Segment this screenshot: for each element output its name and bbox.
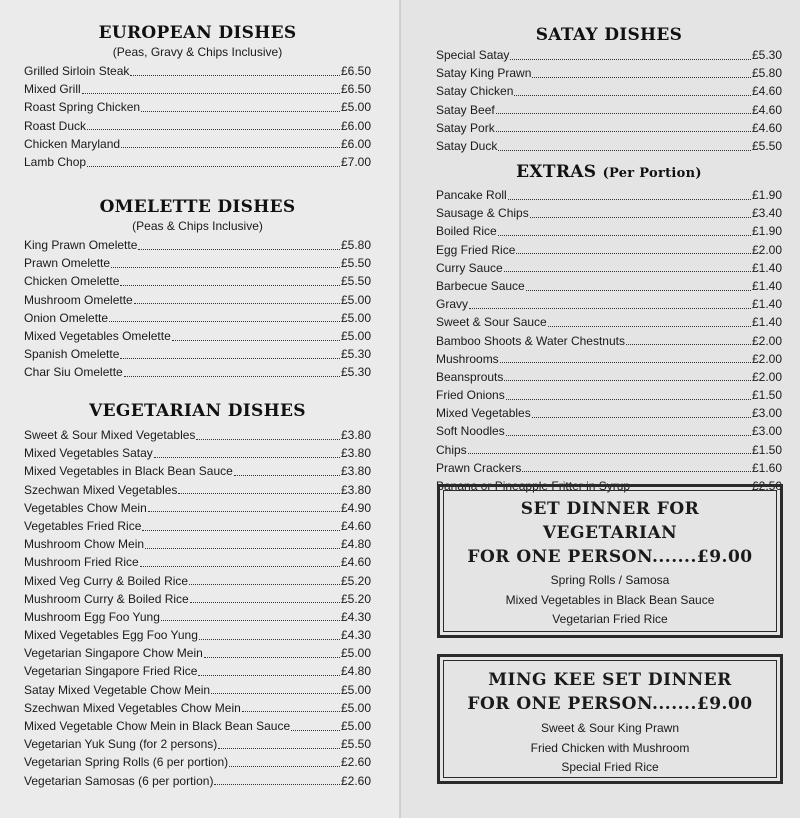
menu-item-price: £4.90 <box>340 500 371 515</box>
menu-item-row <box>436 332 782 350</box>
menu-item-name: Bamboo Shoots & Water Chestnuts <box>436 333 625 348</box>
set-course-line: Special Fried Rice <box>561 760 659 774</box>
menu-item-name: Curry Sauce <box>436 260 503 275</box>
dot-leader <box>500 362 751 363</box>
dot-leader <box>516 253 751 254</box>
menu-item-row <box>24 236 371 254</box>
menu-item-row <box>436 350 782 368</box>
menu-item-price: £4.60 <box>751 102 782 117</box>
menu-item-name: Fried Onions <box>436 388 505 403</box>
menu-item-name: Soft Noodles <box>436 424 505 439</box>
menu-item-price: £5.30 <box>340 365 371 380</box>
vegetarian-dishes-section <box>24 400 371 790</box>
dot-leader <box>522 471 751 472</box>
menu-item-price: £3.00 <box>751 424 782 439</box>
dot-leader <box>548 326 751 327</box>
menu-item-name: Mixed Vegetables Egg Foo Yung <box>24 628 198 643</box>
menu-list <box>436 46 782 155</box>
dot-leader <box>204 657 340 658</box>
set-course-line: Fried Chicken with Mushroom <box>530 740 690 755</box>
dot-leader <box>498 150 751 151</box>
menu-item-price: £6.00 <box>340 136 371 151</box>
menu-item-price: £4.30 <box>340 609 371 624</box>
ming-kee-set-dinner-box <box>437 654 783 784</box>
dot-leader <box>120 285 340 286</box>
dot-leader <box>109 321 340 322</box>
dot-leader <box>87 166 340 167</box>
dot-leader <box>532 417 751 418</box>
menu-item-price: £1.60 <box>751 460 782 475</box>
menu-item-price: £5.00 <box>340 328 371 343</box>
menu-list <box>436 186 782 495</box>
menu-item-row <box>436 82 782 100</box>
menu-item-row <box>24 626 371 644</box>
dot-leader <box>196 439 340 440</box>
dot-leader <box>199 639 340 640</box>
menu-item-name: Mushroom Chow Mein <box>24 537 145 552</box>
european-dishes-section <box>24 22 371 171</box>
menu-item-row <box>24 345 371 363</box>
menu-item-row <box>24 272 371 290</box>
menu-item-row <box>436 459 782 477</box>
menu-item-row <box>436 101 782 119</box>
menu-item-price: £4.60 <box>340 555 371 570</box>
extras-section <box>436 161 782 495</box>
section-heading: VEGETARIAN DISHES <box>89 401 306 421</box>
menu-item-price: £2.00 <box>751 242 782 257</box>
menu-item-row <box>24 590 371 608</box>
menu-item-name: Mixed Vegetables Satay <box>24 446 153 461</box>
menu-item-price: £1.40 <box>751 278 782 293</box>
menu-item-name: Chicken Maryland <box>24 136 121 151</box>
set-dinner-vegetarian-box <box>437 484 783 638</box>
dot-leader <box>124 376 340 377</box>
menu-item-row <box>436 64 782 82</box>
dot-leader <box>229 766 340 767</box>
menu-item-row <box>24 117 371 135</box>
menu-item-row <box>436 368 782 386</box>
page-fold <box>399 0 401 818</box>
menu-item-name: Mushroom Omelette <box>24 292 133 307</box>
dot-leader <box>198 675 340 676</box>
dot-leader <box>138 249 340 250</box>
dot-leader <box>506 435 751 436</box>
menu-item-price: £2.60 <box>340 755 371 770</box>
set-course-line: Spring Rolls / Samosa <box>550 573 670 587</box>
dot-leader <box>504 271 751 272</box>
menu-item-price: £3.80 <box>340 446 371 461</box>
section-heading: EUROPEAN DISHES <box>98 23 297 43</box>
menu-item-price: £6.50 <box>340 82 371 97</box>
dot-leader <box>189 584 340 585</box>
menu-item-name: Special Satay <box>436 48 510 62</box>
menu-item-row <box>24 291 371 309</box>
menu-item-name: Vegetarian Yuk Sung (for 2 persons) <box>24 737 218 752</box>
dot-leader <box>214 784 340 785</box>
menu-item-row <box>24 444 371 462</box>
menu-item-name: Spanish Omelette <box>24 347 120 362</box>
dot-leader <box>148 511 340 512</box>
dot-leader <box>530 217 751 218</box>
menu-item-price: £1.40 <box>751 297 782 312</box>
menu-item-name: Sweet & Sour Sauce <box>436 315 547 330</box>
menu-item-row <box>436 422 782 440</box>
dot-leader <box>134 303 340 304</box>
menu-item-name: Vegetarian Spring Rolls (6 per portion) <box>24 755 229 770</box>
menu-item-name: Vegetarian Singapore Chow Mein <box>24 646 203 661</box>
menu-item-name: Vegetarian Singapore Fried Rice <box>24 664 198 679</box>
menu-item-name: Grilled Sirloin Steak <box>24 64 130 78</box>
menu-item-name: Mixed Grill <box>24 82 81 97</box>
menu-item-price: £3.80 <box>340 428 371 442</box>
menu-item-row <box>436 119 782 137</box>
menu-item-name: Gravy <box>436 297 469 312</box>
menu-item-row <box>24 327 371 345</box>
menu-item-row <box>436 441 782 459</box>
menu-item-price: £1.90 <box>751 224 782 239</box>
dot-leader <box>140 566 340 567</box>
menu-item-price: £6.00 <box>340 118 371 133</box>
menu-item-row <box>24 309 371 327</box>
dot-leader <box>111 267 340 268</box>
menu-item-row <box>436 295 782 313</box>
section-subtitle: (Peas & Chips Inclusive) <box>132 219 263 233</box>
dot-leader <box>211 693 340 694</box>
menu-item-name: Banana or Pineapple Fritter in Syrup <box>436 479 631 493</box>
menu-item-row <box>24 517 371 535</box>
dot-leader <box>161 620 340 621</box>
menu-item-row <box>24 462 371 480</box>
menu-item-name: Boiled Rice <box>436 224 497 239</box>
menu-item-price: £2.50 <box>751 479 782 493</box>
dot-leader <box>141 111 340 112</box>
menu-item-row <box>436 137 782 155</box>
menu-item-name: Prawn Crackers <box>436 460 522 475</box>
menu-item-row <box>24 681 371 699</box>
omelette-dishes-section <box>24 196 371 382</box>
dot-leader <box>154 457 340 458</box>
menu-item-row <box>24 98 371 116</box>
dot-leader <box>506 399 751 400</box>
set-course-line: Sweet & Sour King Prawn <box>540 721 680 735</box>
menu-item-price: £1.90 <box>751 188 782 202</box>
menu-item-row <box>24 553 371 571</box>
menu-item-price: £4.80 <box>340 537 371 552</box>
menu-item-price: £2.00 <box>751 333 782 348</box>
menu-item-price: £7.00 <box>340 154 371 169</box>
menu-item-name: Barbecue Sauce <box>436 278 525 293</box>
menu-item-row <box>24 699 371 717</box>
menu-item-price: £5.30 <box>340 347 371 362</box>
menu-item-name: Mixed Veg Curry & Boiled Rice <box>24 573 189 588</box>
menu-item-row <box>436 259 782 277</box>
menu-item-row <box>24 535 371 553</box>
menu-item-name: Vegetables Fried Rice <box>24 518 142 533</box>
menu-item-name: Mushroom Fried Rice <box>24 555 139 570</box>
menu-item-name: Roast Duck <box>24 118 87 133</box>
menu-item-row <box>24 499 371 517</box>
menu-item-row <box>24 481 371 499</box>
set-title-line: FOR ONE PERSON.......£9.00 <box>467 547 753 567</box>
dot-leader <box>626 344 751 345</box>
dot-leader <box>242 711 340 712</box>
menu-item-price: £4.60 <box>751 84 782 99</box>
menu-item-row <box>24 608 371 626</box>
menu-item-row <box>24 426 371 444</box>
dot-leader <box>504 380 751 381</box>
menu-item-price: £4.60 <box>751 120 782 135</box>
dot-leader <box>468 453 751 454</box>
dot-leader <box>514 95 751 96</box>
menu-item-price: £5.00 <box>340 292 371 307</box>
menu-item-price: £4.30 <box>340 628 371 643</box>
menu-item-row <box>436 241 782 259</box>
menu-item-name: Sausage & Chips <box>436 206 529 221</box>
menu-item-name: Satay Mixed Vegetable Chow Mein <box>24 682 211 697</box>
extras-title: EXTRAS <box>516 162 597 182</box>
menu-item-price: £5.50 <box>340 274 371 289</box>
menu-item-row <box>24 80 371 98</box>
menu-item-name: Satay Duck <box>436 138 498 153</box>
menu-item-row <box>24 753 371 771</box>
menu-item-name: Vegetarian Samosas (6 per portion) <box>24 773 214 788</box>
menu-item-price: £5.00 <box>340 719 371 733</box>
menu-item-row <box>436 277 782 295</box>
menu-item-price: £5.00 <box>340 100 371 115</box>
dot-leader <box>142 530 340 531</box>
menu-item-price: £5.20 <box>340 591 371 606</box>
menu-item-row <box>436 186 782 204</box>
menu-item-name: Mixed Vegetables in Black Bean Sauce <box>24 464 233 479</box>
set-title-line: VEGETARIAN <box>542 523 678 543</box>
menu-item-row <box>24 717 371 735</box>
dot-leader <box>508 199 751 200</box>
section-heading: SATAY DISHES <box>535 25 683 45</box>
menu-item-row <box>436 404 782 422</box>
menu-item-row <box>436 386 782 404</box>
dot-leader <box>532 77 751 78</box>
set-course-line: Mixed Vegetables in Black Bean Sauce <box>505 592 715 607</box>
dot-leader <box>526 290 751 291</box>
menu-item-price: £1.50 <box>751 388 782 403</box>
menu-item-name: Szechwan Mixed Vegetables Chow Mein <box>24 700 241 715</box>
dot-leader <box>145 548 340 549</box>
dot-leader <box>291 730 340 731</box>
menu-item-name: Prawn Omelette <box>24 256 111 271</box>
extras-title-note: (Per Portion) <box>602 166 702 181</box>
menu-item-row <box>436 222 782 240</box>
dot-leader <box>82 93 340 94</box>
menu-item-row <box>436 46 782 64</box>
menu-item-name: Mixed Vegetables <box>436 406 531 421</box>
menu-item-name: Satay Beef <box>436 102 495 117</box>
section-subtitle: (Peas, Gravy & Chips Inclusive) <box>112 45 283 59</box>
menu-item-price: £5.80 <box>340 238 371 252</box>
menu-item-row <box>24 62 371 80</box>
set-title-line: MING KEE SET DINNER <box>488 670 732 690</box>
menu-list <box>24 426 371 790</box>
dot-leader <box>178 493 340 494</box>
menu-item-price: £3.00 <box>751 406 782 421</box>
menu-item-row <box>24 135 371 153</box>
menu-item-price: £2.00 <box>751 351 782 366</box>
menu-list <box>24 236 371 382</box>
dot-leader <box>496 113 751 114</box>
menu-item-price: £5.50 <box>340 737 371 752</box>
menu-item-row <box>436 204 782 222</box>
menu-item-name: Satay Chicken <box>436 84 514 99</box>
menu-item-name: Satay King Prawn <box>436 66 532 81</box>
menu-item-name: Satay Pork <box>436 120 495 135</box>
menu-item-name: Mushroom Egg Foo Yung <box>24 609 160 624</box>
set-title-line: FOR ONE PERSON.......£9.00 <box>467 694 753 714</box>
menu-item-name: Mushroom Curry & Boiled Rice <box>24 591 189 606</box>
menu-item-price: £3.40 <box>751 206 782 221</box>
dot-leader <box>510 59 751 60</box>
menu-item-name: Beansprouts <box>436 369 504 384</box>
menu-item-name: Chicken Omelette <box>24 274 120 289</box>
menu-item-name: Mixed Vegetable Chow Mein in Black Bean Sauce <box>24 719 291 733</box>
menu-item-price: £3.80 <box>340 482 371 497</box>
dot-leader <box>234 475 340 476</box>
menu-item-row <box>24 662 371 680</box>
menu-item-name: Szechwan Mixed Vegetables <box>24 482 178 497</box>
menu-item-price: £3.80 <box>340 464 371 479</box>
menu-list <box>24 62 371 171</box>
menu-item-name: Char Siu Omelette <box>24 365 123 380</box>
set-title-line: SET DINNER FOR <box>520 499 700 519</box>
dot-leader <box>172 340 340 341</box>
dot-leader <box>120 358 340 359</box>
menu-item-row <box>24 254 371 272</box>
menu-item-name: Mixed Vegetables Omelette <box>24 328 171 343</box>
menu-item-row <box>24 363 371 381</box>
dot-leader <box>469 308 751 309</box>
menu-item-row <box>24 572 371 590</box>
menu-item-name: Roast Spring Chicken <box>24 100 141 115</box>
set-course-line: Vegetarian Fried Rice <box>552 612 668 626</box>
menu-item-name: Onion Omelette <box>24 310 109 325</box>
menu-item-row <box>24 735 371 753</box>
menu-item-name: Pancake Roll <box>436 188 507 202</box>
menu-item-price: £4.60 <box>340 518 371 533</box>
menu-item-price: £1.40 <box>751 315 782 330</box>
menu-item-row <box>24 772 371 790</box>
menu-item-row <box>436 313 782 331</box>
dot-leader <box>218 748 340 749</box>
menu-item-price: £5.50 <box>751 138 782 153</box>
menu-item-name: Mushrooms <box>436 351 499 366</box>
menu-item-name: Vegetables Chow Mein <box>24 500 147 515</box>
menu-item-price: £2.60 <box>340 773 371 788</box>
menu-item-name: Lamb Chop <box>24 154 87 169</box>
satay-dishes-section <box>436 24 782 155</box>
menu-item-price: £5.00 <box>340 700 371 715</box>
box-inner-border <box>443 490 777 632</box>
section-heading <box>436 161 782 185</box>
menu-item-name: King Prawn Omelette <box>24 238 138 252</box>
dot-leader <box>496 131 751 132</box>
menu-item-price: £4.80 <box>340 664 371 679</box>
menu-item-name: Egg Fried Rice <box>436 242 516 257</box>
menu-item-price: £5.00 <box>340 682 371 697</box>
menu-item-name: Sweet & Sour Mixed Vegetables <box>24 428 196 442</box>
menu-item-price: £5.20 <box>340 573 371 588</box>
menu-item-price: £5.00 <box>340 310 371 325</box>
dot-leader <box>130 75 340 76</box>
menu-item-price: £2.00 <box>751 369 782 384</box>
menu-item-price: £5.00 <box>340 646 371 661</box>
dot-leader <box>498 235 751 236</box>
menu-item-price: £5.80 <box>751 66 782 81</box>
section-heading: OMELETTE DISHES <box>99 197 296 217</box>
dot-leader <box>121 147 340 148</box>
menu-item-price: £1.40 <box>751 260 782 275</box>
menu-item-price: £5.50 <box>340 256 371 271</box>
menu-item-name: Chips <box>436 442 467 457</box>
menu-item-price: £6.50 <box>340 64 371 78</box>
menu-item-row <box>24 644 371 662</box>
menu-item-price: £1.50 <box>751 442 782 457</box>
dot-leader <box>190 602 340 603</box>
menu-item-row <box>24 153 371 171</box>
menu-item-price: £5.30 <box>751 48 782 62</box>
dot-leader <box>87 129 340 130</box>
box-inner-border <box>443 660 777 778</box>
